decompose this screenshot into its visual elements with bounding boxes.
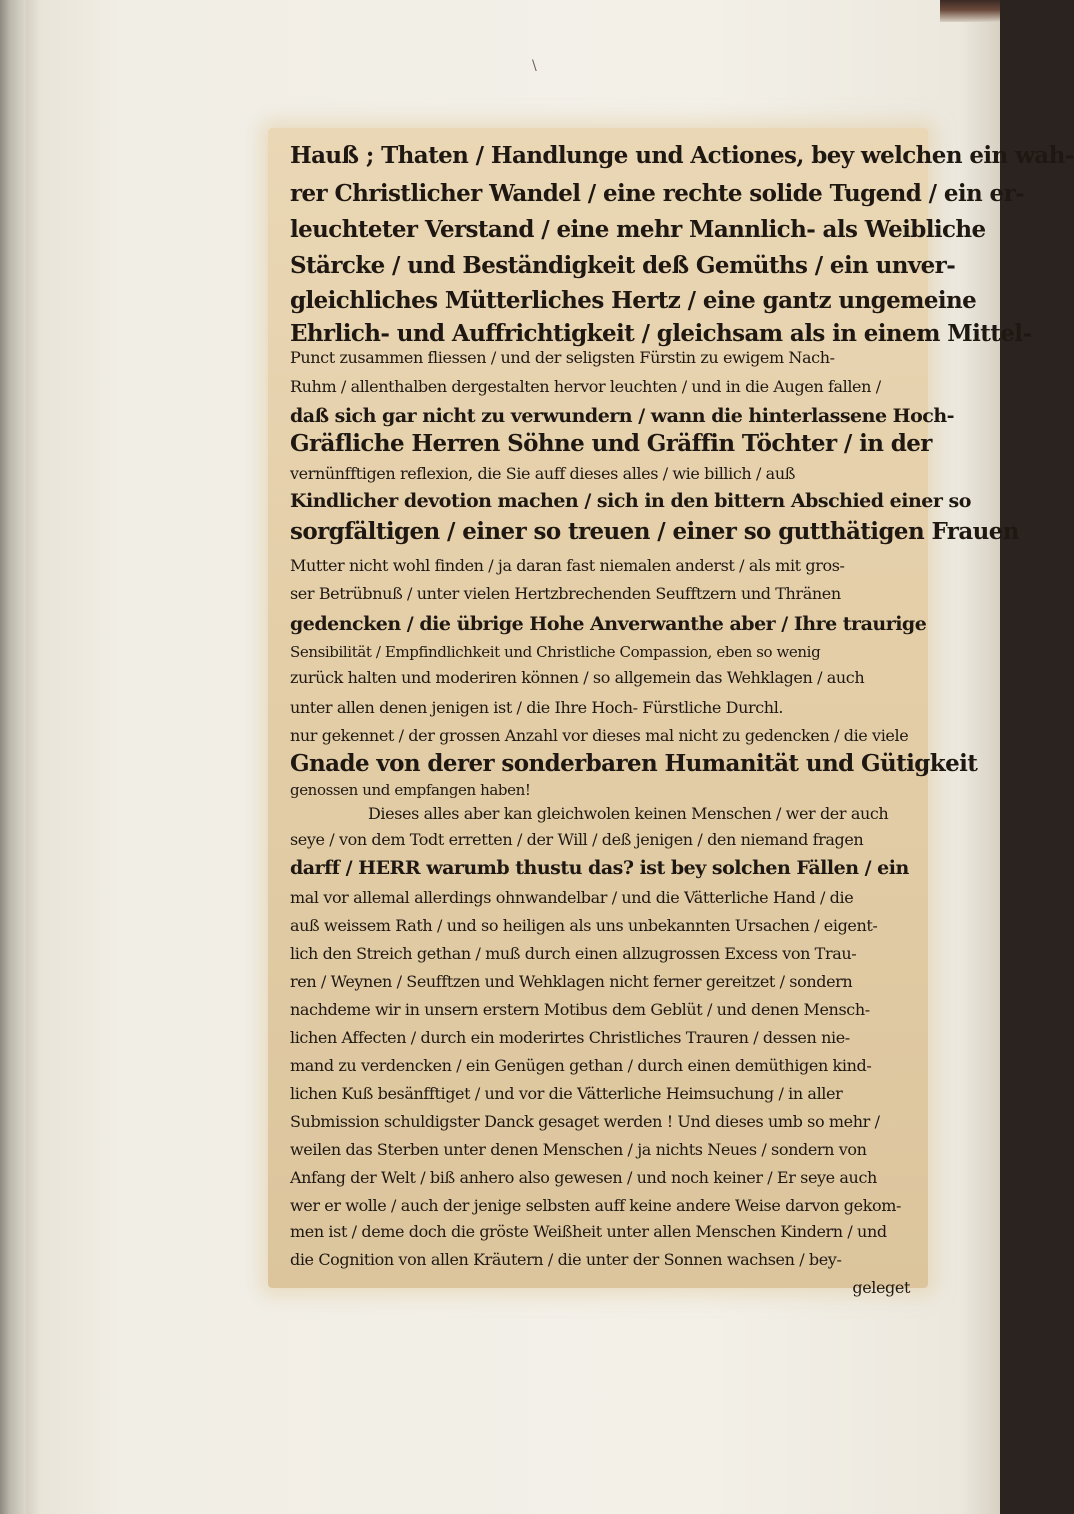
text-line-37: wer er wolle / auch der jenige selbsten auff keine andere Weise darvon gekom- [290, 1196, 901, 1215]
text-line-3: leuchteter Verstand / eine mehr Mannlich- als Weibliche [290, 216, 986, 243]
book-binding [0, 0, 26, 1514]
text-line-27: auß weissem Rath / und so heiligen als uns unbekannten Ursachen / eigent- [290, 916, 878, 935]
text-line-16: gedencken / die übrige Hohe Anverwanthe aber / Ihre traurige [290, 613, 927, 635]
text-line-31: lichen Affecten / durch ein moderirtes Christliches Trauren / dessen nie- [290, 1028, 850, 1047]
text-line-9: daß sich gar nicht zu verwundern / wann die hinterlassene Hoch- [290, 405, 955, 427]
text-line-18: zurück halten und moderiren können / so allgemein das Wehklagen / auch [290, 668, 865, 687]
text-line-22: genossen und empfangen haben! [290, 781, 531, 799]
catchword: geleget [852, 1278, 910, 1297]
text-line-29: ren / Weynen / Seufftzen und Wehklagen nicht ferner gereitzet / sondern [290, 972, 853, 991]
text-line-39: die Cognition von allen Kräutern / die unter der Sonnen wachsen / bey- [290, 1250, 842, 1269]
text-line-35: weilen das Sterben unter denen Menschen / ja nichts Neues / sondern von [290, 1140, 867, 1159]
text-line-8: Ruhm / allenthalben dergestalten hervor leuchten / und in die Augen fallen / [290, 377, 881, 396]
text-line-32: mand zu verdencken / ein Genügen gethan / durch einen demüthigen kind- [290, 1056, 872, 1075]
text-line-10: Gräfliche Herren Söhne und Gräffin Töchter / in der [290, 430, 932, 457]
text-line-1: Hauß ; Thaten / Handlunge und Actiones, bey welchen ein wah- [290, 142, 1074, 169]
text-line-4: Stärcke / und Beständigkeit deß Gemüths / ein unver- [290, 252, 956, 279]
text-line-33: lichen Kuß besänfftiget / und vor die Vätterliche Heimsuchung / in aller [290, 1084, 843, 1103]
text-line-20: nur gekennet / der grossen Anzahl vor dieses mal nicht zu gedencken / die viele [290, 726, 909, 745]
text-line-19: unter allen denen jenigen ist / die Ihre Hoch- Fürstliche Durchl. [290, 698, 784, 717]
text-line-36: Anfang der Welt / biß anhero also gewesen / und noch keiner / Er seye auch [290, 1168, 877, 1187]
text-line-7: Punct zusammen fliessen / und der seligsten Fürstin zu ewigem Nach- [290, 348, 835, 367]
text-line-11: vernünfftigen reflexion, die Sie auff dieses alles / wie billich / auß [290, 464, 796, 483]
text-line-2: rer Christlicher Wandel / eine rechte solide Tugend / ein er- [290, 180, 1025, 207]
text-line-6: Ehrlich- und Auffrichtigkeit / gleichsam als in einem Mittel- [290, 320, 1032, 347]
text-line-21: Gnade von derer sonderbaren Humanität und Gütigkeit [290, 750, 978, 777]
paper-mark: \ [532, 58, 537, 74]
text-line-28: lich den Streich gethan / muß durch einen allzugrossen Excess von Trau- [290, 944, 857, 963]
text-line-13: sorgfältigen / einer so treuen / einer so gutthätigen Frauen [290, 518, 1019, 545]
text-line-30: nachdeme wir in unsern erstern Motibus dem Geblüt / und denen Mensch- [290, 1000, 870, 1019]
book-cover-edge [940, 0, 1000, 22]
text-line-23: Dieses alles aber kan gleichwolen keinen Menschen / wer der auch [368, 804, 889, 823]
text-line-12: Kindlicher devotion machen / sich in den bittern Abschied einer so [290, 490, 971, 512]
text-line-14: Mutter nicht wohl finden / ja daran fast niemalen anderst / als mit gros- [290, 556, 845, 575]
text-line-5: gleichliches Mütterliches Hertz / eine gantz ungemeine [290, 287, 977, 314]
text-line-38: men ist / deme doch die gröste Weißheit unter allen Menschen Kindern / und [290, 1222, 887, 1241]
text-line-25: darff / HERR warumb thustu das? ist bey solchen Fällen / ein [290, 857, 909, 879]
text-line-15: ser Betrübnuß / unter vielen Hertzbrechenden Seufftzern und Thränen [290, 584, 841, 603]
text-line-17: Sensibilität / Empfindlichkeit und Christliche Compassion, eben so wenig [290, 643, 821, 661]
text-line-26: mal vor allemal allerdings ohnwandelbar / und die Vätterliche Hand / die [290, 888, 854, 907]
text-line-24: seye / von dem Todt erretten / der Will / deß jenigen / den niemand fragen [290, 830, 864, 849]
text-line-34: Submission schuldigster Danck gesaget werden ! Und dieses umb so mehr / [290, 1112, 880, 1131]
